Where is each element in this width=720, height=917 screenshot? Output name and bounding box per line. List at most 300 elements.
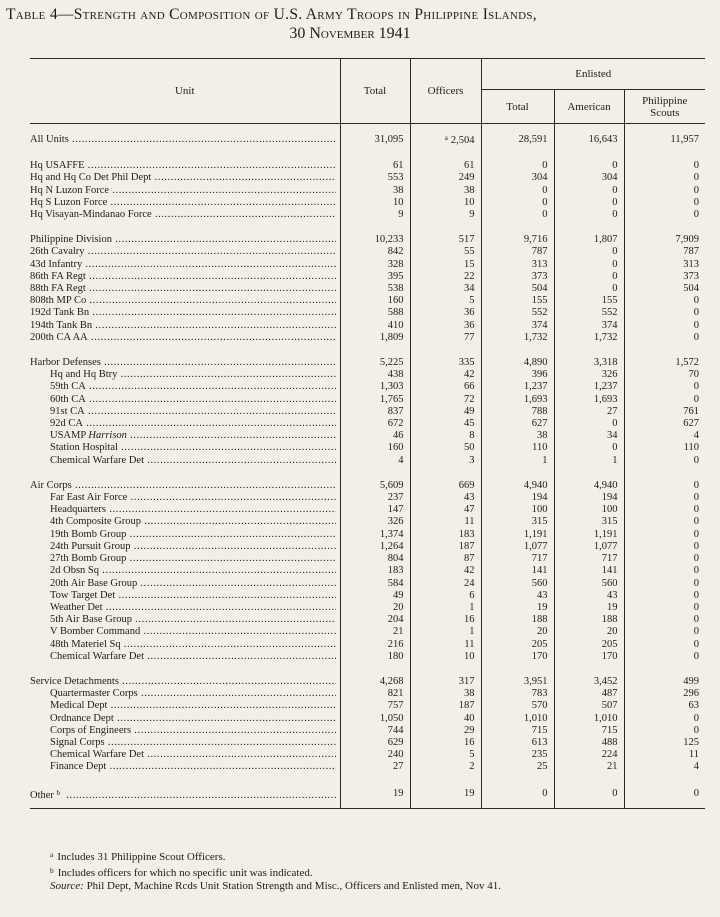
cell-enlisted-total	[481, 602, 554, 614]
cell-officers-value: 5	[469, 295, 475, 307]
footnote-mark: a	[50, 850, 54, 859]
cell-total-value: 20	[393, 601, 404, 613]
cell-officers	[410, 283, 481, 295]
cell-officers-value: 1	[469, 626, 475, 638]
cell-enlisted-total	[481, 504, 554, 516]
unit-label	[30, 406, 336, 418]
unit-label	[30, 749, 336, 761]
cell-total	[340, 737, 410, 749]
cell-scouts-value: 0	[693, 788, 699, 800]
cell-scouts	[624, 185, 705, 197]
cell-officers	[410, 516, 481, 528]
table-row	[30, 480, 705, 492]
cell-enlisted-total-value: 627	[531, 418, 548, 430]
header-philippine-scouts	[624, 90, 705, 124]
unit-label	[30, 614, 336, 626]
cell-enlisted-total-value: 141	[531, 565, 548, 577]
cell-american	[554, 455, 624, 467]
cell-enlisted-total-value: 1,693	[523, 393, 548, 405]
cell-officers	[410, 271, 481, 283]
footnotes	[50, 848, 710, 880]
cell-enlisted-total-value: 0	[542, 196, 548, 208]
cell-unit	[30, 307, 340, 319]
cell-scouts-value: 373	[683, 270, 699, 282]
cell-enlisted-total-value: 100	[531, 504, 548, 516]
cell-unit	[30, 246, 340, 258]
cell-officers	[410, 676, 481, 688]
footnote	[50, 864, 710, 880]
cell-scouts	[624, 381, 705, 393]
unit-name: Corps of Engineers	[50, 724, 132, 736]
unit-name: Service Detachments	[30, 675, 119, 687]
unit-name: 2d Obsn Sq	[50, 565, 100, 577]
table-row	[30, 357, 705, 369]
cell-scouts	[624, 307, 705, 319]
cell-enlisted-total-value: 787	[531, 246, 548, 258]
table-row	[30, 713, 705, 725]
spacer-row	[30, 124, 705, 133]
cell-scouts	[624, 320, 705, 332]
cell-total	[340, 172, 410, 184]
unit-label	[30, 688, 336, 700]
cell-total-value: 744	[387, 724, 404, 736]
cell-scouts-value: 0	[693, 319, 699, 331]
cell-total	[340, 529, 410, 541]
cell-enlisted-total	[481, 651, 554, 663]
cell-total-value: 584	[387, 577, 404, 589]
cell-enlisted-total-value: 313	[531, 258, 548, 270]
cell-american-value: 100	[601, 504, 618, 516]
cell-total	[340, 132, 410, 147]
cell-scouts-value: 11	[688, 749, 699, 761]
cell-officers-value: 24	[464, 577, 475, 589]
table-title	[6, 6, 716, 24]
unit-name: 26th Cavalry	[30, 246, 85, 258]
cell-american	[554, 492, 624, 504]
cell-total	[340, 357, 410, 369]
cell-american	[554, 246, 624, 258]
cell-scouts	[624, 737, 705, 749]
cell-officers-value: 5	[469, 749, 475, 761]
cell-officers	[410, 565, 481, 577]
cell-unit	[30, 541, 340, 553]
cell-american-value: 0	[612, 246, 618, 258]
cell-enlisted-total-value: 1,010	[523, 712, 548, 724]
cell-enlisted-total-value: 38	[537, 430, 548, 442]
unit-label	[30, 651, 336, 663]
cell-total-value: 538	[387, 283, 404, 295]
cell-scouts	[624, 529, 705, 541]
unit-label	[30, 480, 336, 492]
cell-enlisted-total-value: 396	[531, 369, 548, 381]
table-row	[30, 749, 705, 761]
cell-enlisted-total-value: 570	[531, 700, 548, 712]
cell-officers	[410, 132, 481, 147]
unit-label	[30, 332, 336, 344]
cell-scouts	[624, 516, 705, 528]
unit-label	[30, 590, 336, 602]
cell-enlisted-total	[481, 725, 554, 737]
cell-total	[340, 725, 410, 737]
cell-total-value: 46	[393, 430, 404, 442]
cell-total-value: 804	[387, 553, 404, 565]
cell-enlisted-total	[481, 259, 554, 271]
cell-officers-value: 22	[464, 270, 475, 282]
cell-enlisted-total	[481, 160, 554, 172]
unit-label	[30, 700, 336, 712]
cell-american	[554, 651, 624, 663]
unit-label	[30, 160, 336, 172]
cell-enlisted-total-value: 1,237	[523, 381, 548, 393]
spacer-row	[30, 802, 705, 809]
cell-scouts-value: 787	[683, 246, 699, 258]
cell-total-value: 38	[393, 184, 404, 196]
cell-total-value: 10	[393, 196, 404, 208]
cell-enlisted-total	[481, 418, 554, 430]
cell-american	[554, 160, 624, 172]
cell-unit	[30, 209, 340, 221]
cell-american-value: 188	[601, 614, 618, 626]
unit-name: Hq N Luzon Force	[30, 184, 110, 196]
cell-scouts-value: 499	[683, 675, 699, 687]
cell-total	[340, 295, 410, 307]
unit-label	[30, 737, 336, 749]
cell-scouts	[624, 332, 705, 344]
cell-total-value: 49	[393, 589, 404, 601]
cell-total-value: 1,264	[379, 540, 404, 552]
cell-officers	[410, 369, 481, 381]
cell-american	[554, 749, 624, 761]
title-date-text: 30 November 1941	[289, 25, 411, 42]
unit-name: Chemical Warfare Det	[50, 749, 144, 761]
unit-label	[30, 283, 336, 295]
cell-enlisted-total	[481, 614, 554, 626]
unit-name: 200th CA AA	[30, 331, 88, 343]
cell-enlisted-total-value: 235	[531, 749, 548, 761]
unit-label	[30, 787, 336, 802]
header-officers: Officers	[410, 59, 481, 124]
cell-unit	[30, 713, 340, 725]
table-row	[30, 516, 705, 528]
cell-american	[554, 320, 624, 332]
cell-total	[340, 259, 410, 271]
cell-total-value: 410	[387, 319, 404, 331]
cell-total-value: 438	[387, 369, 404, 381]
cell-unit	[30, 553, 340, 565]
cell-enlisted-total	[481, 787, 554, 802]
cell-enlisted-total-value: 0	[542, 160, 548, 172]
cell-enlisted-total	[481, 737, 554, 749]
spacer-row	[30, 147, 705, 160]
cell-scouts	[624, 295, 705, 307]
cell-scouts	[624, 172, 705, 184]
cell-enlisted-total	[481, 713, 554, 725]
cell-scouts-value: 125	[683, 736, 699, 748]
cell-enlisted-total	[481, 565, 554, 577]
cell-officers	[410, 529, 481, 541]
table-row	[30, 246, 705, 258]
cell-unit	[30, 172, 340, 184]
table-row	[30, 590, 705, 602]
unit-name: 20th Air Base Group	[50, 577, 138, 589]
cell-enlisted-total	[481, 578, 554, 590]
cell-enlisted-total-value: 504	[531, 283, 548, 295]
cell-american	[554, 761, 624, 773]
unit-label	[30, 492, 336, 504]
cell-enlisted-total-value: 717	[531, 553, 548, 565]
cell-scouts-value: 504	[683, 283, 699, 295]
cell-enlisted-total	[481, 197, 554, 209]
cell-american	[554, 626, 624, 638]
strength-table	[30, 58, 705, 809]
cell-enlisted-total-value: 315	[531, 516, 548, 528]
cell-scouts-value: 0	[693, 650, 699, 662]
cell-enlisted-total	[481, 529, 554, 541]
cell-unit	[30, 332, 340, 344]
unit-label	[30, 209, 336, 221]
cell-scouts-value: 4	[693, 761, 699, 773]
cell-officers	[410, 357, 481, 369]
cell-enlisted-total	[481, 320, 554, 332]
cell-american-value: 715	[601, 724, 618, 736]
table-row	[30, 271, 705, 283]
unit-name: 60th CA	[50, 393, 86, 405]
cell-total	[340, 614, 410, 626]
cell-officers	[410, 259, 481, 271]
cell-american-value: 488	[601, 736, 618, 748]
cell-scouts-value: 0	[693, 184, 699, 196]
footnote-text: Includes 31 Philippine Scout Officers.	[57, 851, 226, 863]
header-scouts-line2: Scouts	[650, 106, 680, 119]
table-row	[30, 639, 705, 651]
cell-scouts-value: 0	[693, 601, 699, 613]
cell-enlisted-total-value: 715	[531, 724, 548, 736]
cell-officers-value: 36	[464, 319, 475, 331]
cell-officers	[410, 787, 481, 802]
cell-american-value: 194	[601, 492, 618, 504]
cell-scouts	[624, 271, 705, 283]
cell-scouts	[624, 553, 705, 565]
cell-officers-value: 517	[458, 234, 475, 246]
cell-enlisted-total-value: 1	[542, 454, 548, 466]
unit-label	[30, 504, 336, 516]
footnote-mark: b	[50, 866, 54, 875]
cell-scouts-value: 0	[693, 172, 699, 184]
cell-scouts-value: 0	[693, 160, 699, 172]
cell-american-value: 21	[607, 761, 618, 773]
cell-scouts	[624, 160, 705, 172]
cell-enlisted-total-value: 1,732	[523, 331, 548, 343]
cell-american-value: 487	[601, 688, 618, 700]
cell-scouts	[624, 565, 705, 577]
table-row	[30, 578, 705, 590]
unit-label	[30, 357, 336, 369]
cell-total-value: 10,233	[374, 234, 404, 246]
cell-officers	[410, 749, 481, 761]
cell-officers-value: 34	[464, 283, 475, 295]
cell-american	[554, 430, 624, 442]
cell-scouts-value: 0	[693, 614, 699, 626]
cell-american-value: 552	[601, 307, 618, 319]
cell-officers-value: 10	[464, 196, 475, 208]
cell-total	[340, 713, 410, 725]
table-row	[30, 626, 705, 638]
cell-unit	[30, 381, 340, 393]
cell-officers-value: 50	[464, 442, 475, 454]
cell-total	[340, 602, 410, 614]
table-row	[30, 676, 705, 688]
cell-american	[554, 418, 624, 430]
cell-american	[554, 132, 624, 147]
cell-officers	[410, 504, 481, 516]
cell-enlisted-total-value: 4,890	[523, 357, 548, 369]
cell-scouts	[624, 749, 705, 761]
cell-officers	[410, 307, 481, 319]
cell-total-value: 204	[387, 614, 404, 626]
cell-total	[340, 381, 410, 393]
cell-total	[340, 787, 410, 802]
cell-american-value: 0	[612, 418, 618, 430]
cell-officers-value: 187	[458, 700, 475, 712]
cell-total-value: 1,765	[379, 393, 404, 405]
unit-name: 194th Tank Bn	[30, 319, 93, 331]
cell-american-value: 1,077	[593, 540, 618, 552]
cell-total-value: 588	[387, 307, 404, 319]
cell-officers-value: 317	[458, 675, 475, 687]
cell-scouts	[624, 418, 705, 430]
cell-scouts	[624, 639, 705, 651]
unit-name: Hq USAFFE	[30, 160, 85, 172]
cell-unit	[30, 442, 340, 454]
table-row	[30, 259, 705, 271]
cell-total	[340, 578, 410, 590]
spacer-row	[30, 663, 705, 676]
cell-scouts-value: 0	[693, 553, 699, 565]
cell-unit	[30, 259, 340, 271]
cell-american-value: 326	[601, 369, 618, 381]
table-row	[30, 185, 705, 197]
cell-total-value: 1,374	[379, 528, 404, 540]
cell-scouts	[624, 578, 705, 590]
cell-scouts	[624, 455, 705, 467]
unit-label	[30, 713, 336, 725]
unit-name: Hq and Hq Btry	[50, 369, 118, 381]
unit-label	[30, 234, 336, 246]
cell-unit	[30, 480, 340, 492]
unit-name: 59th CA	[50, 381, 86, 393]
cell-american-value: 4,940	[593, 479, 618, 491]
cell-american-value: 19	[607, 601, 618, 613]
cell-total-value: 240	[387, 749, 404, 761]
cell-officers-value: 249	[458, 172, 475, 184]
cell-american-value: 0	[612, 184, 618, 196]
cell-officers	[410, 578, 481, 590]
cell-officers-value: 8	[469, 430, 475, 442]
cell-enlisted-total-value: 25	[537, 761, 548, 773]
spacer-row	[30, 467, 705, 480]
cell-unit	[30, 271, 340, 283]
unit-name: Quartermaster Corps	[50, 688, 138, 700]
cell-scouts	[624, 246, 705, 258]
cell-unit	[30, 614, 340, 626]
cell-american	[554, 504, 624, 516]
cell-scouts	[624, 442, 705, 454]
cell-officers	[410, 553, 481, 565]
cell-american	[554, 357, 624, 369]
cell-total	[340, 480, 410, 492]
cell-scouts-value: 0	[693, 209, 699, 221]
cell-enlisted-total-value: 0	[542, 184, 548, 196]
cell-scouts-value: 0	[693, 638, 699, 650]
cell-american	[554, 737, 624, 749]
cell-scouts	[624, 700, 705, 712]
cell-total-value: 21	[393, 626, 404, 638]
cell-american-value: 155	[601, 295, 618, 307]
cell-total	[340, 283, 410, 295]
cell-scouts-value: 0	[693, 307, 699, 319]
cell-scouts	[624, 676, 705, 688]
cell-scouts	[624, 430, 705, 442]
cell-american-value: 374	[601, 319, 618, 331]
table-row	[30, 725, 705, 737]
header-enlisted: Enlisted	[481, 59, 705, 90]
cell-enlisted-total	[481, 553, 554, 565]
cell-unit	[30, 516, 340, 528]
cell-officers	[410, 602, 481, 614]
cell-enlisted-total	[481, 295, 554, 307]
cell-officers-value: 183	[458, 528, 475, 540]
cell-american	[554, 787, 624, 802]
unit-name: Signal Corps	[50, 736, 105, 748]
cell-american-value: 3,318	[593, 357, 618, 369]
cell-total	[340, 749, 410, 761]
cell-american	[554, 185, 624, 197]
table-row	[30, 406, 705, 418]
cell-total	[340, 626, 410, 638]
cell-enlisted-total-value: 19	[537, 601, 548, 613]
table-row	[30, 492, 705, 504]
table-body	[30, 124, 705, 809]
cell-officers-value: 47	[464, 504, 475, 516]
cell-enlisted-total-value: 552	[531, 307, 548, 319]
table-row	[30, 132, 705, 147]
cell-officers-value: 15	[464, 258, 475, 270]
cell-scouts-value: 0	[693, 626, 699, 638]
cell-scouts	[624, 626, 705, 638]
unit-label	[30, 134, 336, 146]
cell-american-value: 0	[612, 270, 618, 282]
cell-officers-value: 87	[464, 553, 475, 565]
cell-total	[340, 504, 410, 516]
cell-american	[554, 553, 624, 565]
cell-officers	[410, 320, 481, 332]
cell-enlisted-total-value: 205	[531, 638, 548, 650]
cell-enlisted-total-value: 613	[531, 736, 548, 748]
cell-officers-value: 38	[464, 184, 475, 196]
unit-label	[30, 761, 336, 773]
cell-unit	[30, 590, 340, 602]
cell-total	[340, 320, 410, 332]
cell-scouts	[624, 132, 705, 147]
unit-label	[30, 369, 336, 381]
source-text: Phil Dept, Machine Rcds Unit Station Strength and Misc., Officers and Enlisted men, Nov 41.	[86, 880, 501, 892]
source-label: Source:	[50, 880, 84, 892]
cell-total-value: 1,050	[379, 712, 404, 724]
table-row	[30, 442, 705, 454]
cell-unit	[30, 578, 340, 590]
cell-unit	[30, 394, 340, 406]
cell-american-value: 224	[601, 749, 618, 761]
